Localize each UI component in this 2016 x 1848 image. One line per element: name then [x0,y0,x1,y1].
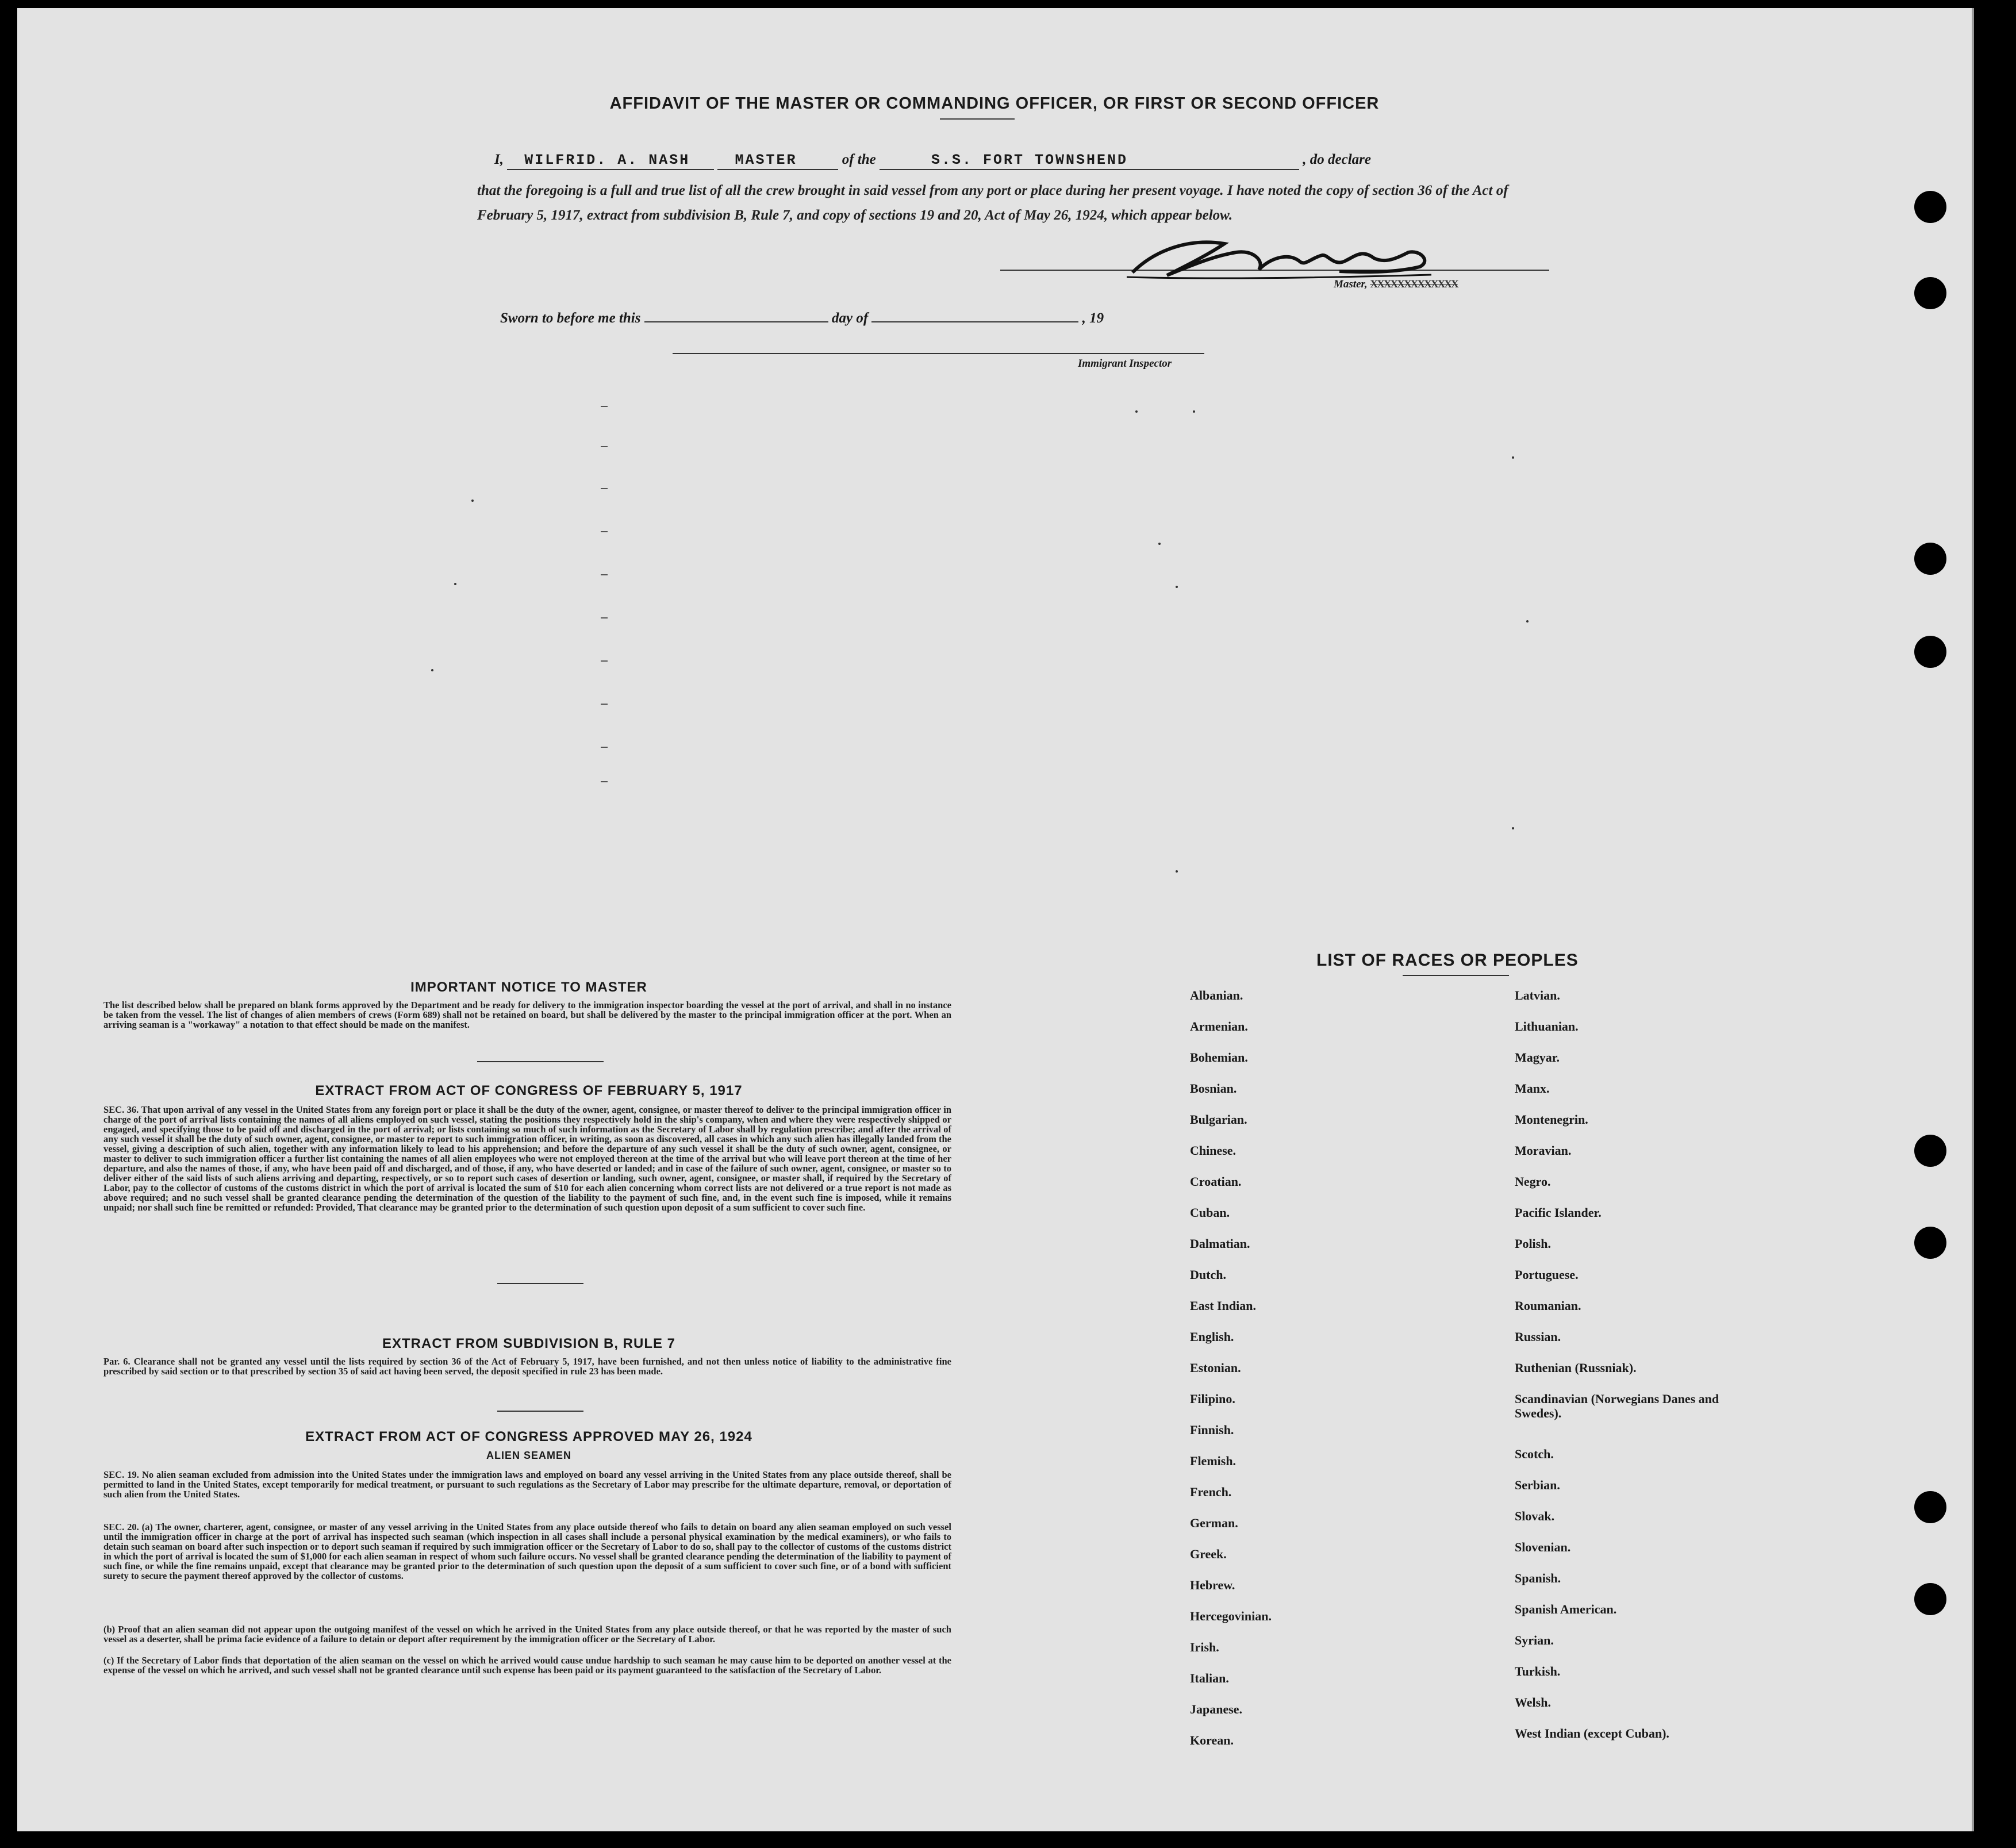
declaration-line [494,152,1552,170]
declaration-do-declare: , do declare [1303,152,1371,167]
master-name-field[interactable]: WILFRID. A. NASH [507,152,714,170]
extract-1917-divider [497,1283,583,1284]
notice-heading: IMPORTANT NOTICE TO MASTER [410,979,647,995]
scan-mark [601,446,608,447]
race-item: Finnish. [1190,1423,1234,1437]
scan-mark [601,781,608,782]
race-item: Russian. [1515,1330,1561,1344]
sworn-line [500,304,1104,326]
sworn-day-field[interactable] [644,304,828,322]
race-item: German. [1190,1516,1238,1530]
race-item: Manx. [1515,1081,1550,1096]
race-item: Irish. [1190,1640,1219,1654]
race-item: Albanian. [1190,988,1243,1002]
sworn-day-of: day of [831,310,869,326]
rule7-divider [497,1411,583,1412]
sec20c-body: (c) If the Secretary of Labor finds that deportation of the alien seaman on the vessel on which he arrived would cause undue hardship to such seaman he may cause him to be deported on another vessel at the expense of the vessel on which he arrived, and such vessel shall not be granted clearance until such expense has been paid or its payment guaranteed to the satisfaction of the Secretary of Labor. [103,1655,951,1676]
scan-mark [601,704,608,705]
race-item: Serbian. [1515,1478,1560,1492]
scan-mark [1512,456,1514,459]
race-item: Ruthenian (Russniak). [1515,1361,1637,1375]
race-item: Latvian. [1515,988,1560,1002]
sec20a-body: SEC. 20. (a) The owner, charterer, agent, consignee, or master of any vessel arriving in the United States from any place outside thereof who fails to detain on board any alien seaman employed on such vessel until the immigration officer in charge at the port of arrival has inspected such seaman (which inspection in all cases shall include a personal physical examination by the medical examiners), or who fails to detain such seaman on board after such inspection or to deport such seaman if required by such immigration officer or the Secretary of Labor to do so, shall pay to the collector of customs of the customs district in which the port of arrival is located the sum of $1,000 for each alien seaman in respect of whom such failure occurs. No vessel shall be granted clearance pending the determination of the liability to payment of such fine, or while the fine remains unpaid, except that clearance may be granted prior to the determination of such question upon the deposit of a sum sufficient to cover such fine, or of a bond with sufficient surety to secure the payment thereof approved by the collector of customs. [103,1522,951,1581]
declaration-of-the: of the [842,152,876,167]
punch-hole [1914,636,1946,668]
punch-hole [1914,1227,1946,1259]
scan-mark [601,617,608,618]
sworn-text: Sworn to before me this [500,310,641,326]
race-item: Polish. [1515,1236,1551,1251]
race-item: Chinese. [1190,1143,1237,1158]
scan-mark [1176,586,1178,588]
race-item: Hebrew. [1190,1578,1235,1592]
scan-mark [1158,543,1161,545]
race-item: Italian. [1190,1671,1229,1685]
affidavit-title: AFFIDAVIT OF THE MASTER OR COMMANDING OFFICER, OR FIRST OR SECOND OFFICER [609,94,1380,113]
punch-hole [1914,1135,1946,1167]
inspector-caption: Immigrant Inspector [1078,358,1172,370]
race-item: Montenegrin. [1515,1112,1588,1127]
race-item: Portuguese. [1515,1267,1579,1282]
race-item: Greek. [1190,1547,1227,1561]
sec20b-body: (b) Proof that an alien seaman did not appear upon the outgoing manifest of the vessel on which he arrived in the United States from any place outside thereof, or that he was reported by the master of such vessel as a deserter, shall be prima facie evidence of a failure to detain or deport after requirement by the immigration officer or the Secretary of Labor. [103,1624,951,1645]
race-item: Bosnian. [1190,1081,1237,1096]
title-divider [940,118,1015,120]
extract-1924-heading: EXTRACT FROM ACT OF CONGRESS APPROVED MAY 26, 1924 [305,1429,752,1444]
race-item: Spanish. [1515,1571,1561,1585]
signature-caption [1334,278,1458,291]
notice-divider [477,1061,604,1062]
inspector-line [673,353,1204,354]
scan-mark [1176,870,1178,873]
race-item: Welsh. [1515,1695,1551,1709]
alien-seamen-subheading: ALIEN SEAMEN [486,1450,571,1461]
race-item: Roumanian. [1515,1298,1581,1313]
scan-mark [1512,827,1514,829]
scan-mark [601,531,608,532]
race-item: Slovak. [1515,1509,1555,1523]
scan-mark [431,669,433,671]
punch-hole [1914,1491,1946,1523]
race-item: Bulgarian. [1190,1112,1247,1127]
punch-hole [1914,191,1946,223]
declaration-i: I, [494,152,504,167]
race-item: Dutch. [1190,1267,1226,1282]
scan-mark [601,660,608,662]
race-item: Hercegovinian. [1190,1609,1272,1623]
races-right-column [1515,988,1837,1757]
scan-mark [1193,410,1195,413]
race-item: Magyar. [1515,1050,1560,1065]
scan-mark [601,747,608,748]
vessel-name-field[interactable]: S.S. FORT TOWNSHEND [880,152,1299,170]
race-item: French. [1190,1485,1232,1499]
scan-mark [1526,620,1529,623]
race-item: West Indian (except Cuban). [1515,1726,1669,1741]
scan-mark [601,574,608,575]
scan-mark [601,488,608,489]
races-divider [1403,975,1509,976]
declaration-text: that the foregoing is a full and true list of all the crew brought in said vessel from any port or place during her present voyage. I have noted the copy of section 36 of the Act of February 5, 1917, extract from subdivision B, Rule 7, and copy of sections 19 and 20, Act of May 26, 1924, which appear below. [477,183,1508,223]
document-page [17,8,1974,1831]
race-item: Flemish. [1190,1454,1237,1468]
race-item: Negro. [1515,1174,1551,1189]
scan-mark [454,583,456,585]
sworn-year: , 19 [1082,310,1104,326]
race-item: Filipino. [1190,1392,1235,1406]
scan-mark [1135,410,1138,413]
rule7-heading: EXTRACT FROM SUBDIVISION B, RULE 7 [382,1336,676,1351]
race-item: Turkish. [1515,1664,1561,1678]
scan-mark [601,406,608,407]
race-item: Bohemian. [1190,1050,1248,1065]
notice-body: The list described below shall be prepared on blank forms approved by the Department and be ready for delivery to the immigration inspector boarding the vessel at the port of arrival, and shall in no instance be taken from the vessel. The list of changes of alien members of crews (Form 689) shall not be retained on board, but shall be delivered by the master to the principal immigration officer at the port. When an arriving seaman is a "workaway" a notation to that effect should be made on the manifest. [103,1000,951,1030]
race-item: Croatian. [1190,1174,1242,1189]
races-heading: LIST OF RACES OR PEOPLES [1316,951,1579,970]
race-item: Lithuanian. [1515,1019,1579,1034]
rank-field[interactable]: MASTER [717,152,838,170]
race-item: English. [1190,1330,1234,1344]
race-item: Dalmatian. [1190,1236,1250,1251]
signature-master-label: Master, [1334,278,1368,290]
sworn-month-field[interactable] [871,304,1078,322]
extract-1917-heading: EXTRACT FROM ACT OF CONGRESS OF FEBRUARY 5, 1917 [315,1083,743,1098]
scan-mark [471,500,474,502]
race-item: Korean. [1190,1733,1234,1747]
signature-struck-text: XXXXXXXXXXXXX [1370,278,1458,290]
race-item: Cuban. [1190,1205,1230,1220]
rule7-body: Par. 6. Clearance shall not be granted any vessel until the lists required by section 36 of the Act of February 5, 1917, have been furnished, and not then unless notice of liability to the administrative fine prescribed by said section or to that prescribed by section 35 of said act having been served, the deposit specified in rule 23 has been made. [103,1356,951,1377]
race-item: Moravian. [1515,1143,1572,1158]
race-item: Armenian. [1190,1019,1248,1034]
race-item: Spanish American. [1515,1602,1617,1616]
extract-1917-body: SEC. 36. That upon arrival of any vessel in the United States from any foreign port or place it shall be the duty of the owner, agent, consignee, or master thereof to deliver to the principal immigration officer in charge of the port of arrival lists containing the names of all aliens employed on such vessel, stating the positions they respectively hold in the ship's company, when and where they were respectively shipped or engaged, and specifying those to be paid off and discharged in the port of arrival; or lists containing so much of such information as the Secretary of Labor shall by regulation prescribe; and after the arrival of any such vessel it shall be the duty of such owner, agent, consignee, or master to report to such immigration officer, in writing, as soon as discovered, all cases in which any such alien has illegally landed from the vessel, giving a description of such alien, together with any information likely to lead to his apprehension; and before the departure of any such vessel it shall be the duty of such owner, agent, consignee, or master to deliver to such immigration officer a further list containing the names of all alien employees who were not employed thereon at the time of the arrival but who will leave port thereon at the time of her departure, and also the names of those, if any, who have been paid off and discharged, and of those, if any, who have deserted or landed; and in case of the failure of such owner, agent, consignee, or master so to deliver either of the said lists of such aliens arriving and departing, respectively, or so to report such cases of desertion or landing, such owner, agent, consignee, or master shall, if required by the Secretary of Labor, pay to the collector of customs of the customs district in which the port of arrival is located the sum of $10 for each alien concerning whom correct lists are not delivered or a true report is not made as above required; and no such vessel shall be granted clearance pending the determination of the question of the liability to the payment of such fine, and, in the event such fine is imposed, while it remains unpaid; nor shall such fine be remitted or refunded: Provided, That clearance may be granted prior to the determination of such question upon deposit of a sum sufficient to cover such fine. [103,1104,951,1213]
race-item: East Indian. [1190,1298,1256,1313]
master-signature [1121,226,1443,284]
race-item: Pacific Islander. [1515,1205,1602,1220]
punch-hole [1914,1583,1946,1615]
race-item: Syrian. [1515,1633,1554,1647]
race-item: Japanese. [1190,1702,1243,1716]
race-item: Estonian. [1190,1361,1241,1375]
punch-hole [1914,543,1946,575]
races-left-column [1190,988,1477,1764]
punch-hole [1914,277,1946,309]
sec19-body: SEC. 19. No alien seaman excluded from admission into the United States under the immigration laws and employed on board any vessel arriving in the United States from any place outside thereof, shall be permitted to land in the United States, except temporarily for medical treatment, or pursuant to such regulations as the Secretary of Labor may prescribe for the ultimate departure, removal, or deportation of such alien from the United States. [103,1469,951,1500]
race-item: Scotch. [1515,1447,1554,1461]
race-item: Slovenian. [1515,1540,1571,1554]
race-item: Scandinavian (Norwegians Danes and Swedes). [1515,1392,1719,1420]
